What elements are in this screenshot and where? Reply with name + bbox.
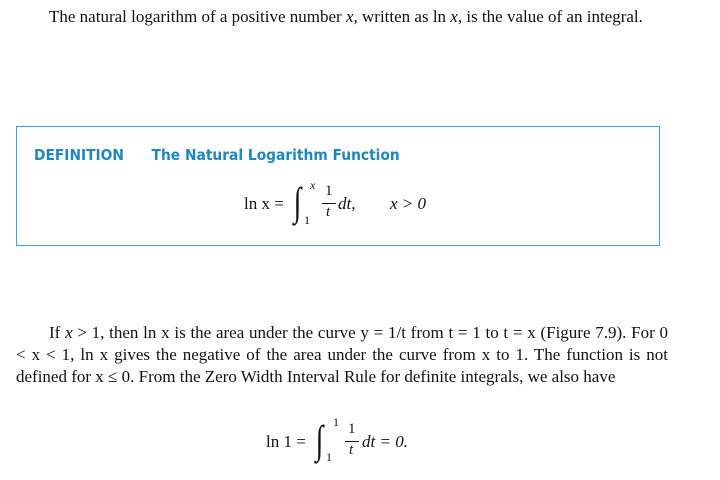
def-denominator: t [326, 204, 331, 220]
eq2-lower-limit: 1 [326, 450, 332, 464]
integral-sign: ∫ [293, 179, 302, 224]
def-numerator: 1 [325, 183, 333, 199]
integral-sign-2: ∫ [315, 417, 324, 462]
eq2-upper-limit: 1 [333, 415, 339, 429]
intro-var-x: x [345, 7, 354, 26]
def-condition: x > 0 [390, 194, 427, 213]
definition-title: The Natural Logarithm Function [151, 146, 400, 164]
eq2-lhs: ln 1 = [266, 432, 306, 451]
eq2-rhs: dt = 0. [362, 432, 408, 451]
definition-box [16, 126, 660, 246]
intro-text-2: , written as ln [353, 7, 451, 26]
def-lhs: ln x = [244, 194, 284, 213]
def-dt: dt, [338, 194, 356, 213]
def-upper-limit: x [310, 178, 316, 192]
body-text-1: If [49, 323, 66, 342]
eq2-denominator: t [349, 442, 354, 458]
definition-heading [34, 146, 400, 164]
intro-text-3: , is the value of an integral. [457, 7, 643, 26]
def-lower-limit: 1 [304, 213, 310, 227]
body-text-2: > 1, then ln x is the area under the curve y = 1/t from t = 1 to t = x (Figure 7.9). For 0 < x < 1, ln x gives the negative of the area under the curve from x to 1. The function is not defined for x ≤ 0. From the Zero Width Interval Rule for definite integrals, we also have [16, 323, 668, 386]
intro-var-x-2: x [450, 7, 458, 26]
intro-paragraph [16, 6, 668, 28]
definition-label: DEFINITION [34, 146, 124, 164]
intro-text-1: The natural logarithm of a positive number [49, 7, 346, 26]
body-paragraph [16, 322, 668, 388]
eq2-numerator: 1 [348, 421, 356, 437]
body-var-x: x [65, 323, 73, 342]
